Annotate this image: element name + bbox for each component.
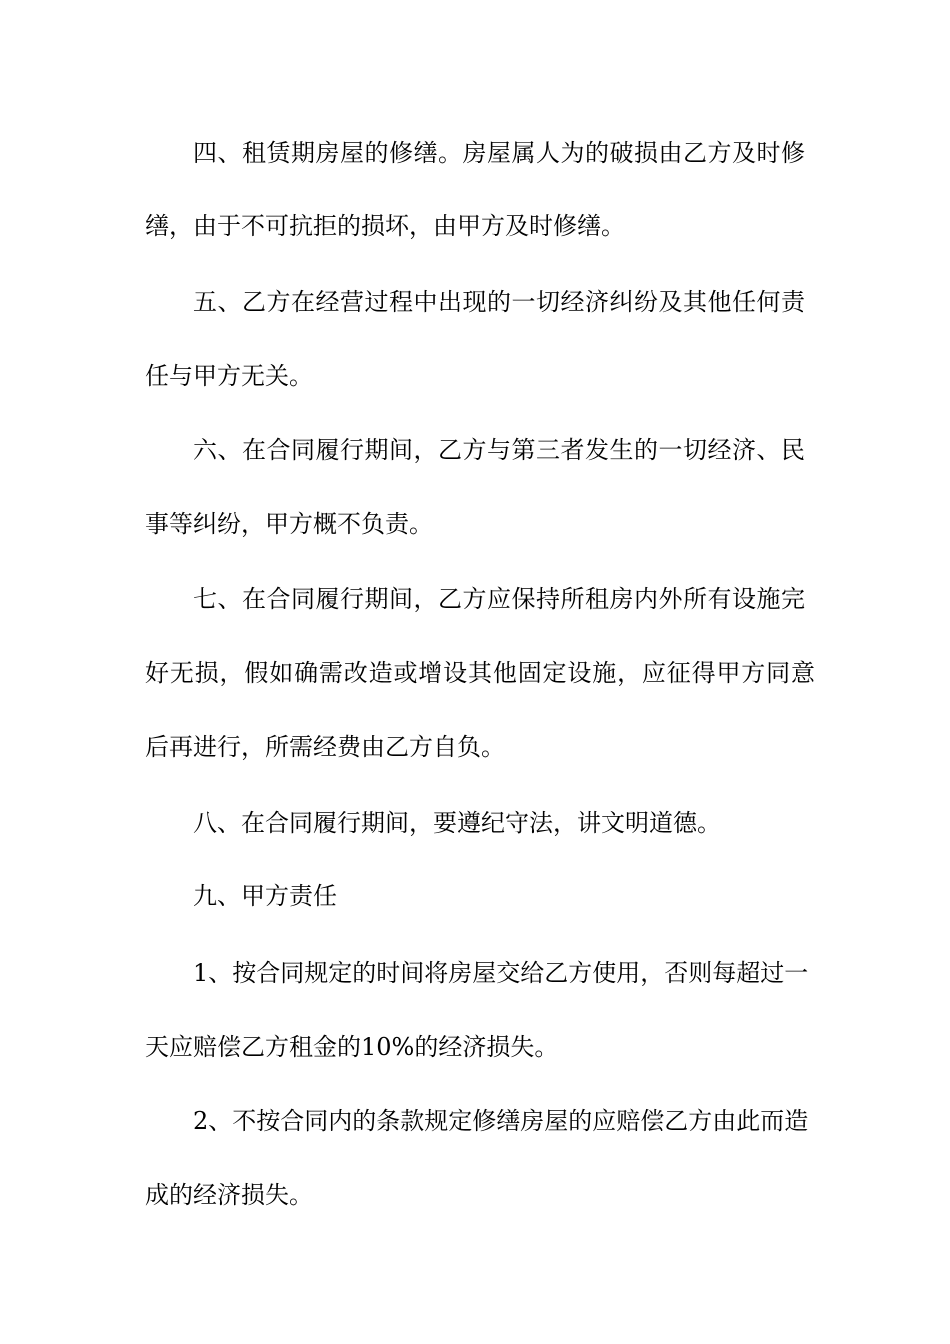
item-2-line-1: 2、不按合同内的条款规定修缮房屋的应赔偿乙方由此而造 (193, 1107, 809, 1135)
clause-6-line-2: 事等纠纷，甲方概不负责。 (145, 510, 433, 538)
item-2-line-2: 成的经济损失。 (145, 1181, 313, 1209)
clause-7-line-2: 好无损，假如确需改造或增设其他固定设施，应征得甲方同意 (145, 659, 815, 687)
clause-4-line-1: 四、租赁期房屋的修缮。房屋属人为的破损由乙方及时修 (193, 139, 805, 167)
clause-6-line-1: 六、在合同履行期间，乙方与第三者发生的一切经济、民 (193, 436, 805, 464)
item-1-line-2: 天应赔偿乙方租金的10%的经济损失。 (145, 1033, 559, 1061)
clause-7-line-1: 七、在合同履行期间，乙方应保持所租房内外所有设施完 (193, 585, 805, 613)
clause-7-line-3: 后再进行，所需经费由乙方自负。 (145, 733, 505, 761)
clause-4-line-2: 缮，由于不可抗拒的损坏，由甲方及时修缮。 (145, 212, 625, 240)
clause-9-heading: 九、甲方责任 (193, 882, 337, 910)
item-1-line-1: 1、按合同规定的时间将房屋交给乙方使用，否则每超过一 (193, 959, 809, 987)
clause-5-line-2: 任与甲方无关。 (145, 362, 313, 390)
clause-5-line-1: 五、乙方在经营过程中出现的一切经济纠纷及其他任何责 (193, 288, 805, 316)
clause-8-line-1: 八、在合同履行期间，要遵纪守法，讲文明道德。 (193, 809, 721, 837)
